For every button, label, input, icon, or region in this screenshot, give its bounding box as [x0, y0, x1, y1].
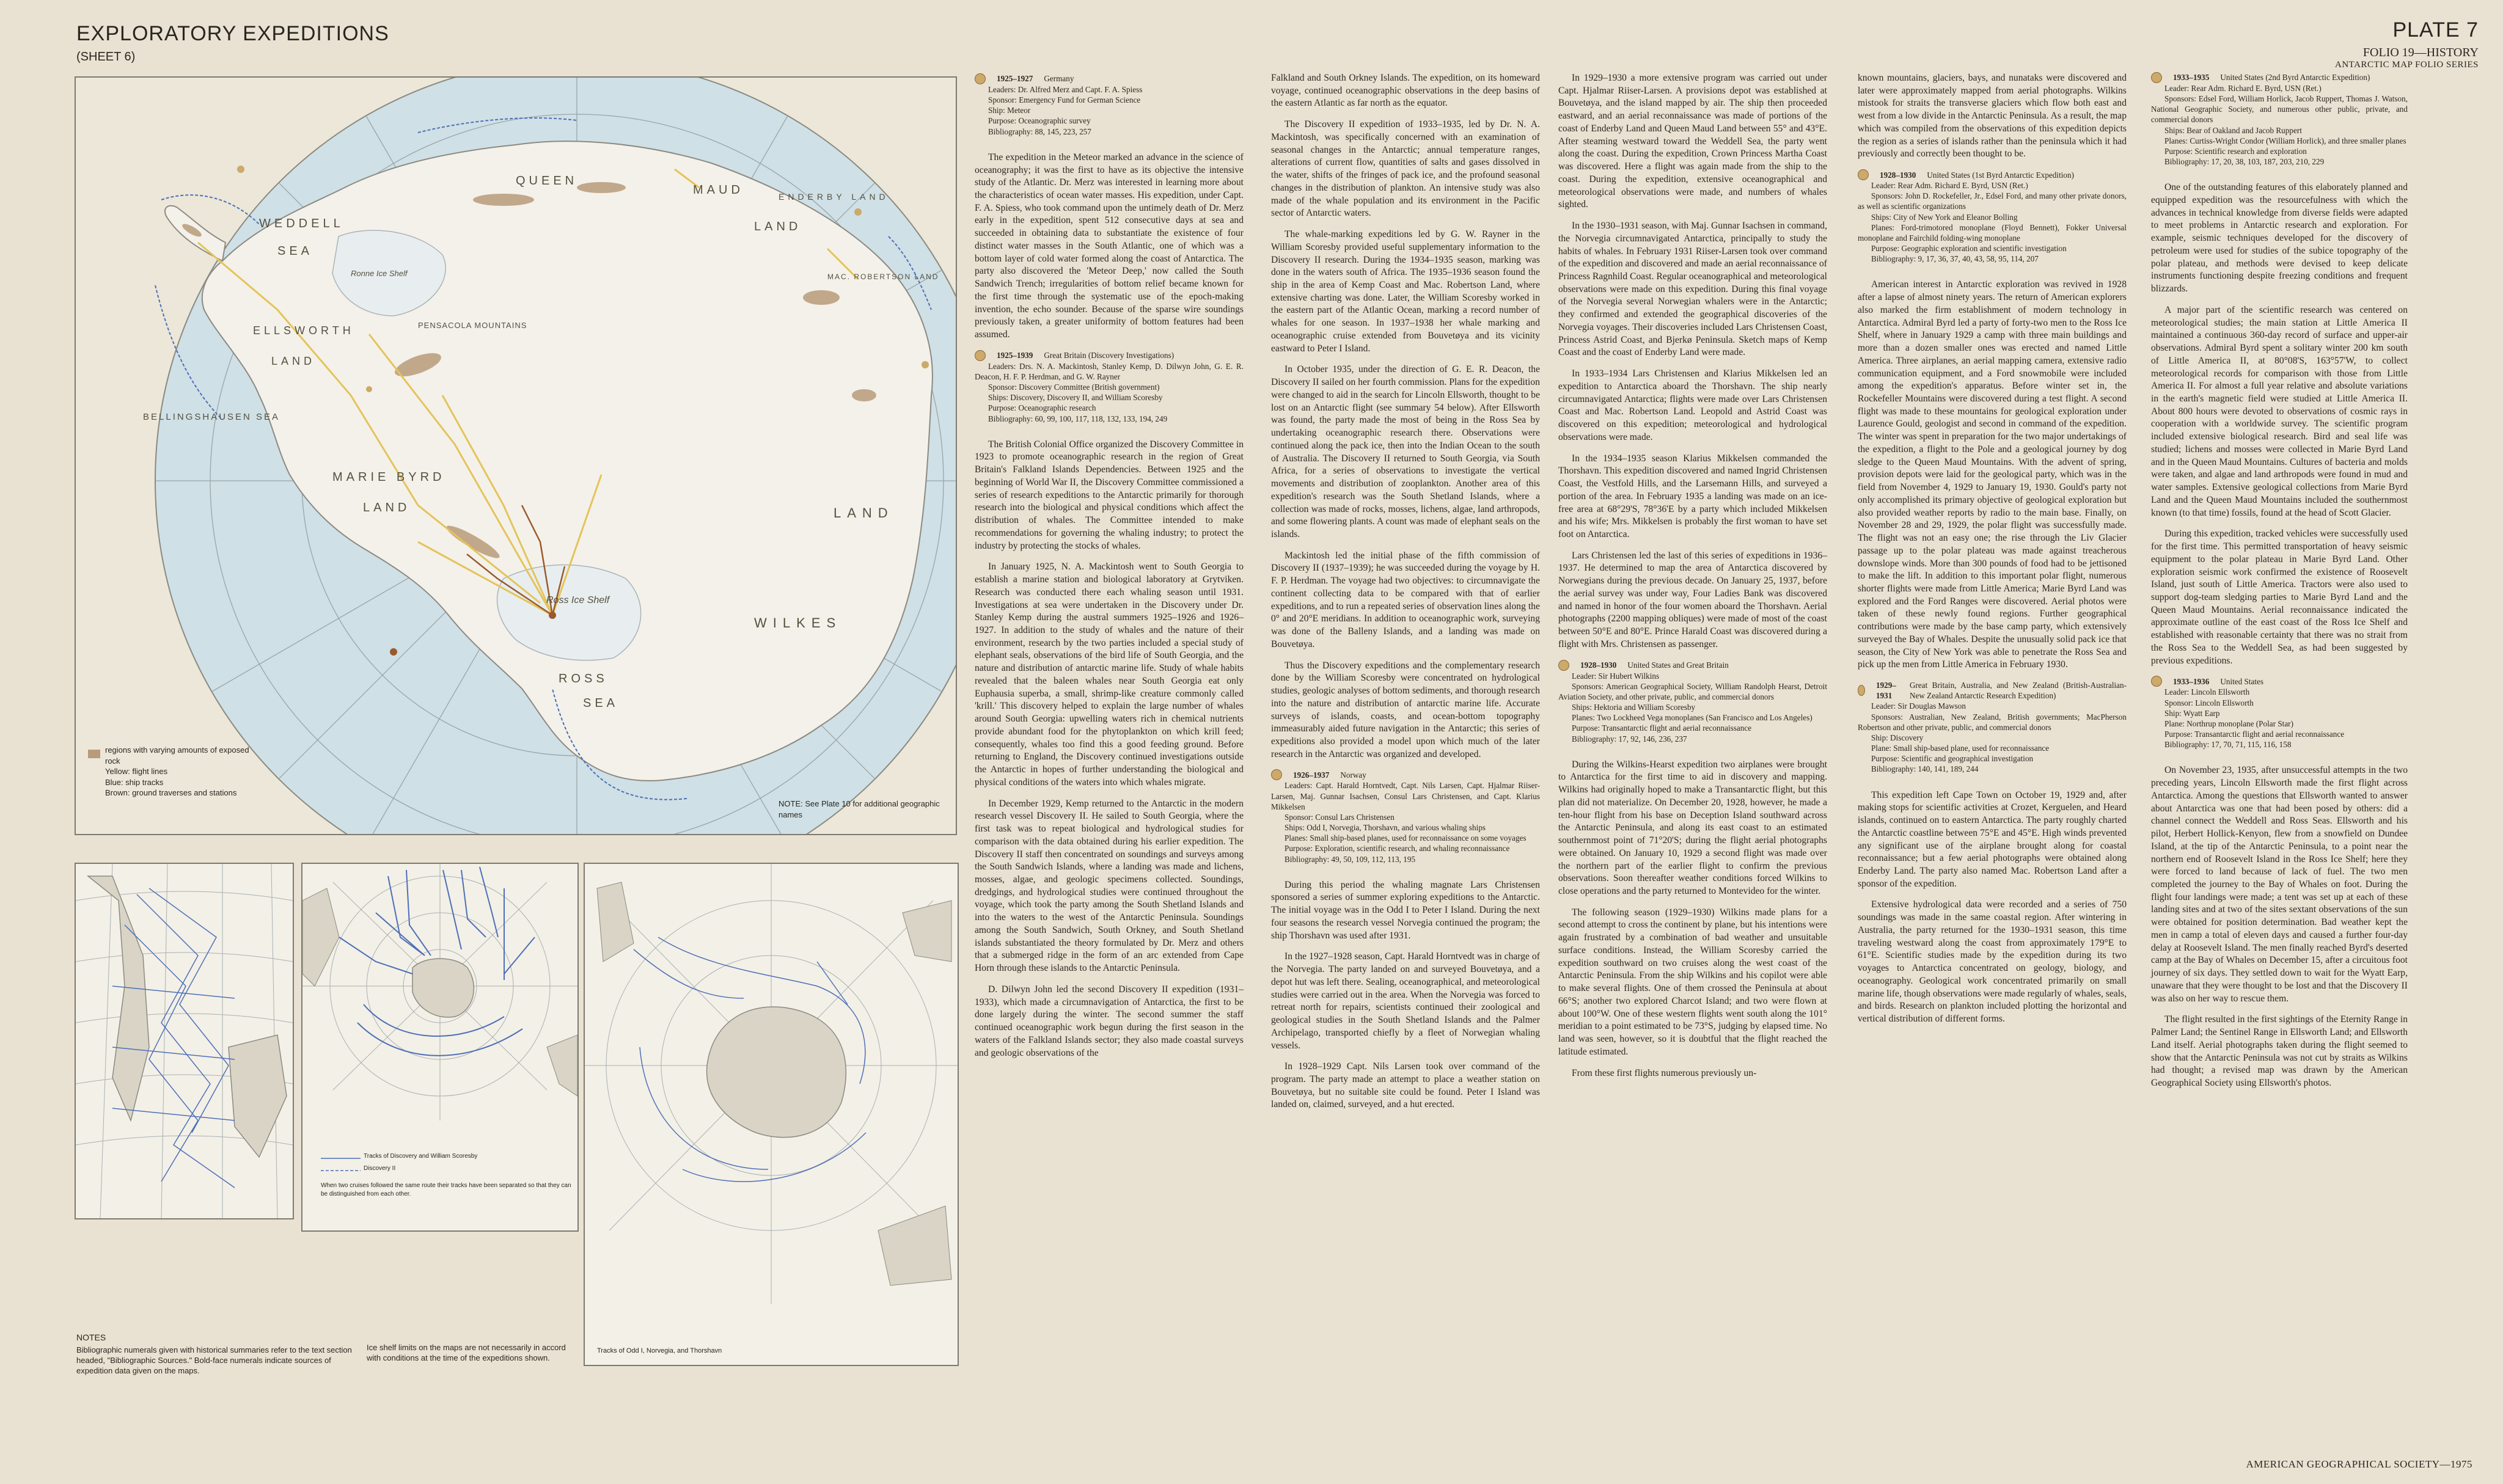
entry-ship: Ship: Meteor — [988, 106, 1031, 115]
label-sea-1: SEA — [277, 244, 313, 258]
paragraph: In 1929–1930 a more extensive program was carried out under Capt. Hjalmar Riiser-Larsen. A provisions depot was established at Bouvetøya, and the island mapped by air. The ship then proceeded eastward, and an aerial reconnaissance was made of portions of the coast of Enderby Land and Queen Maud Land between 55° and 43°E. After steaming westward toward the Weddell Sea, the party went along the coast. During the expedition, Crown Princess Martha Coast was discovered. Here a flight was again made from the ship to the coast. During the expedition, extensive oceanographical and meteorological observations were made, and numbers of whales sighted. — [1558, 73, 1827, 210]
label-ellsworth: ELLSWORTH — [253, 324, 354, 337]
entry-plane: Plane: Small ship-based plane, used for reconnaissance — [1871, 744, 2050, 753]
entry-date: 1928–1930 — [1580, 660, 1617, 670]
paragraph: In October 1935, under the direction of G. E. R. Deacon, the Discovery II sailed on her fourth commission. Plans for the expedition were changed to aid in the search for Lincoln Ellsworth, thought to be lost on an Antarctic flight (see summary 54 below). After Ellsworth was found, the party made the most of being in the Ross Sea by undertaking oceanographic research there. Observations were continued along the pack ice, then into the Indian Ocean to the south of Australia. The Discovery II returned to South Georgia, via South Africa, for a series of observations to investigate the vertical movements and distribution of zooplankton. Another area of this expedition's research was the South Shetland Islands, where a collection was made of rocks, mosses, lichens, algae, land arthropods, and some flowering plants. A count was made of elephant seals on the islands. — [1271, 364, 1540, 539]
entry-date: 1925–1927 — [997, 74, 1033, 84]
paragraph: known mountains, glaciers, bays, and nunataks were discovered and later were approximately mapped from aerial photographs. Wilkins mistook for straits the transverse glaciers which flow both east and west from a low divide in the Antarctic Peninsula. As a result, the map which was compiled from the observations of this expedition depicts the region as a series of islands rather than the peninsula which it had previously and correctly been thought to be. — [1858, 73, 2127, 159]
entry-ships: Ships: City of New York and Eleanor Bolling — [1871, 212, 2018, 222]
entry-1933-1936 — [2151, 676, 2408, 750]
label-weddell: WEDDELL — [259, 217, 344, 230]
paragraph: In 1933–1934 Lars Christensen and Klarius Mikkelsen led an expedition to Antarctica aboard the Thorshavn. The ship nearly circumnavigated Antarctica; flights were made over Lars Christensen Coast and Mac. Robertson Land. Leopold and Astrid Coast was discovered on this expedition; meteorological and hydrological observations were made. — [1558, 368, 1827, 442]
entry-1933-1935 — [2151, 72, 2408, 167]
entry-country: Great Britain, Australia, and New Zealand (British-Australian-New Zealand Antarctic Research Expedition) — [1909, 681, 2127, 701]
entry-bibliography: Bibliography: 49, 50, 109, 112, 113, 195 — [1284, 854, 1416, 864]
entry-bibliography: Bibliography: 17, 70, 71, 115, 116, 158 — [2164, 740, 2292, 750]
entry-leaders: Leaders: Capt. Harald Horntvedt, Capt. Nils Larsen, Capt. Hjalmar Riiser-Larsen, Maj. Gunnar Isachsen, Consul Lars Christensen, and Capt. Klarius Mikkelsen — [1271, 781, 1540, 811]
entry-ships: Ships: Hektoria and William Scoresby — [1572, 703, 1696, 712]
inset-2-svg — [302, 864, 577, 1230]
legend-rock: regions with varying amounts of exposed rock — [105, 745, 249, 766]
entry-leader: Leader: Sir Hubert Wilkins — [1572, 671, 1660, 681]
inset-1-svg — [76, 864, 293, 1218]
notes-heading: NOTES — [76, 1332, 106, 1342]
entry-sponsor: Sponsor: Emergency Fund for German Science — [988, 95, 1141, 105]
text-column-4 — [1858, 72, 2127, 1034]
paragraph: During the Wilkins-Hearst expedition two airplanes were brought to Antarctica for the first time to aid in discovery and mapping. Wilkins had originally hoped to make a Transantarctic flight, but this plan did not materialize. On December 20, 1928, however, he made a ten-hour flight from his base on Deception Island southward across the Antarctic Peninsula, and along its east coast to an estimated southernmost point of 71°20'S; during the flight aerial photographs were obtained. On January 10, 1929 a second flight was made over the northern part of the earlier flight to confirm the previous observations. Soon thereafter weather conditions forced Wilkins to close operations and the party returned to Montevideo for the winter. — [1558, 759, 1827, 897]
entry-ships: Ships: Bear of Oakland and Jacob Ruppert — [2164, 125, 2302, 135]
entry-1926-1937 — [1271, 769, 1540, 864]
entry-sponsor: Sponsor: Discovery Committee (British government) — [988, 382, 1160, 392]
label-wilkes: WILKES — [754, 615, 842, 631]
entry-planes: Planes: Ford-trimotored monoplane (Floyd Bennett), Fokker Universal monoplane and Fairchild folding-wing monoplane — [1858, 222, 2127, 243]
paragraph: American interest in Antarctic exploration was revived in 1928 after a lapse of almost ninety years. The return of American explorers also marked the firm establishment of modern technology in Antarctica. Admiral Byrd led a party of forty-two men to the Ross Ice Shelf, where in January 1929 a camp with three main buildings and more than a dozen smaller ones was erected and named Little America. Three airplanes, an aerial mapping camera, extensive radio communication equipment, and a Ford snowmobile were included among the expedition's apparatus. Before winter set in, the Rockefeller Mountains were discovered during a test flight. A second flight was made to these mountains for geological exploration under Laurence Gould, geologist and second in command of the expedition. The winter was spent in preparation for the two major undertakings of the expedition, a flight to the Pole and a geological journey by dog sledge to the Queen Maud Mountains. With the advent of spring, provision depots were laid for the geological party, which was in the field from November 4, 1929 to January 19, 1930. Gould's party not only accomplished its primary objective of geological exploration but also provided weather reports by radio to the main base. Finally, on November 28 and 29, 1929, the polar flight was successfully made. The flight was not an easy one; the rise through the Liv Glacier passage up to the polar plateau was made against treacherous downslope winds. More than 300 pounds of food had to be jettisoned to make the lift. In addition to this important polar flight, numerous shorter flights were made from Little America; Marie Byrd Land was explored and the Ford Ranges were discovered. Aerial photos were taken of these newly found regions. Further geographical contributions were made by the base camp party, which extensively surveyed the Bay of Whales. Despite the unusually solid pack ice that season, the City of New York was able to penetrate the Ross Sea and pick up the men from Little America in February 1930. — [1858, 279, 2127, 670]
expedition-marker — [1858, 169, 1869, 180]
entry-date: 1928–1930 — [1880, 170, 1916, 180]
inset-3-caption: Tracks of Odd I, Norvegia, and Thorshavn — [597, 1347, 722, 1354]
paragraph: Falkland and South Orkney Islands. The expedition, on its homeward voyage, continued oceanographic observations in the deep basins of the eastern Atlantic as far north as the equator. — [1271, 73, 1540, 109]
series-label: ANTARCTIC MAP FOLIO SERIES — [2334, 60, 2479, 70]
paragraph: This expedition left Cape Town on October 19, 1929 and, after making stops for scientific activities at Crozet, Kerguelen, and Heard islands, continued on to eastern Antarctica. The party roughly charted the Antarctic coastline between 75°E and 45°E. High winds prevented any significant use of the airplane brought along for coastal reconnaissance; but a few aerial photographs were obtained along Enderby Land. The party also named Mac. Robertson Land after a sponsor of the expedition. — [1858, 789, 2127, 889]
page-title: EXPLORATORY EXPEDITIONS — [76, 22, 389, 45]
label-land-2: LAND — [271, 355, 316, 367]
paragraph: The following season (1929–1930) Wilkins made plans for a second attempt to cross the continent by plane, but his intentions were again frustrated by a combination of bad weather and unsuitable surface conditions. Instead, the William Scoresby carried the expedition southward on two cruises along the west coast of the Antarctic Peninsula. From the ship Wilkins and his copilot were able to make several flights. One of them crossed the Peninsula at about 66°S; another two explored Charcot Island; and two were flown at about 100°W. One of these western flights went south along the 101° meridian to a point estimated to be 73°S, judging by elapsed time. No land was seen, however, so it is doubtful that the flight reached the latitude estimated. — [1558, 907, 1827, 1057]
legend-brown: Brown: ground traverses and stations — [105, 788, 237, 798]
entry-1928-1930-wilkins — [1558, 660, 1827, 744]
entry-sponsor: Sponsor: Lincoln Ellsworth — [2164, 698, 2254, 707]
entry-date: 1933–1936 — [2173, 676, 2210, 686]
paragraph: The expedition in the Meteor marked an advance in the science of oceanography; it was the first to have as its objective the intensive study of the Atlantic. Dr. Merz was interested in learning more about the characteristics of ocean water masses. His expedition, under Capt. F. A. Spiess, who took command upon the untimely death of Dr. Merz early in the expedition, spent 512 consecutive days at sea and succeeded in obtaining data to substantiate the existence of four distinct water masses in the South Atlantic, one of which was a bottom layer of cold water formed along the coast of Antarctica. The party also discovered the 'Meteor Deep,' now called the South Sandwich Trench; irregularities of bottom relief became known for the first time through the systematic use of the epoch-making invention, the echo sounder. Because of the sparse wire soundings previously taken, a greater uniformity of bottom features had been assumed. — [975, 152, 1244, 340]
paragraph: The British Colonial Office organized the Discovery Committee in 1923 to promote oceanographic research in the region of Great Britain's Falkland Islands Dependencies. Between 1925 and the beginning of World War II, the Discovery Committee commissioned a series of research expeditions to the Antarctic primarily for thorough research into the biological and physical conditions which affect the distribution of whales. The Committee intended to make recommendations for governing the whaling industry; to protect the industry by protecting the stocks of whales. — [975, 439, 1244, 551]
entry-purpose: Purpose: Oceanographic research — [988, 403, 1096, 413]
paragraph: In the 1934–1935 season Klarius Mikkelsen commanded the Thorshavn. This expedition discovered and named Ingrid Christensen Coast, the Vestfold Hills, and the Larsemann Hills, and surveyed a portion of the area. In February 1935 a landing was made on an ice-free area at 68°29'S, 78°36'E by a party which included Mikkelsen and his wife; Mrs. Mikkelsen is probably the first woman to have set foot on Antarctica. — [1558, 453, 1827, 539]
notes-text-2: Ice shelf limits on the maps are not necessarily in accord with conditions at the time of the expeditions shown. — [367, 1343, 566, 1362]
main-antarctic-map — [75, 76, 957, 835]
text-column-5 — [2151, 72, 2408, 1098]
expedition-marker — [1858, 685, 1865, 696]
label-ross: ROSS — [559, 672, 608, 685]
entry-plane: Plane: Northrup monoplane (Polar Star) — [2164, 718, 2293, 728]
entry-ships: Ships: Odd I, Norvegia, Thorshavn, and various whaling ships — [1284, 823, 1486, 833]
entry-country: Germany — [1044, 74, 1074, 84]
entry-bibliography: Bibliography: 88, 145, 223, 257 — [988, 126, 1091, 136]
legend-yellow: Yellow: flight lines — [105, 767, 168, 777]
label-maud: MAUD — [693, 183, 744, 197]
paragraph: Extensive hydrological data were recorded and a series of 750 soundings was made in the same coastal region. After wintering in Australia, the party returned for the 1930–1931 season, this time traveling westward along the coast from approximately 179°E to 61°E. Scientific studies made by the expedition during its two voyages to Antarctica concentrated on geology, biology, and oceanography. Geological work concentrated primarily on small marine life, though observations were made regularly of whales, seals, and birds. Research on plankton included plotting the horizontal and vertical distribution of different forms. — [1858, 899, 2127, 1025]
entry-country: United States (2nd Byrd Antarctic Expedition) — [2220, 73, 2370, 82]
entry-bibliography: Bibliography: 60, 99, 100, 117, 118, 132, 133, 194, 249 — [988, 414, 1168, 423]
entry-purpose: Purpose: Geographic exploration and scientific investigation — [1871, 244, 2067, 254]
inset-3-svg — [585, 864, 958, 1365]
entry-date: 1925–1939 — [997, 351, 1033, 360]
entry-country: United States — [2220, 676, 2264, 686]
paragraph: From these first flights numerous previously un- — [1572, 1067, 1757, 1078]
plate-number: PLATE 7 — [2392, 18, 2479, 42]
label-bellingshausen: BELLINGSHAUSEN SEA — [143, 412, 280, 422]
expedition-marker — [1558, 660, 1569, 671]
paragraph: The flight resulted in the first sightings of the Eternity Range in Palmer Land; the Sentinel Range in Ellsworth Land; and Ellsworth Land itself. Aerial photographs taken during the flight seemed to show that the Antarctic Peninsula was not cut by straits as Wilkins had thought; a revised map was drawn by the American Geographical Society using Ellsworth's photos. — [2151, 1014, 2408, 1088]
paragraph: On November 23, 1935, after unsuccessful attempts in the two preceding years, Lincoln Ellsworth made the first flight across Antarctica. Among the questions that Ellsworth wanted to answer about Antarctica was one that had been posed by others: did a channel connect the Weddell and Ross Seas. Ellsworth and his pilot, Herbert Hollick-Kenyon, flew from a snowfield on Dundee Island, at the tip of the Antarctic Peninsula, to a point near the northern end of Roosevelt Island in the Ross Ice Shelf; here they were forced to land because of lack of fuel. The two men completed the journey to the Bay of Whales on foot. During the flight four landings were made; a tent was set up at each of these landing sites and at two of the sites sextant observations of the sun were obtained for position determination. Bad weather kept the men in camp a total of eleven days and caused a further four-day delay at Roosevelt Island. The men finally reached Byrd's deserted camp at the Bay of Whales on December 15, after a circuitous foot journey of six days. They settled down to wait for the Wyatt Earp, unaware that they were thought to be lost and that the Discovery II was also on her way to rescue them. — [2151, 765, 2408, 1004]
label-marie-byrd: MARIE BYRD — [332, 470, 445, 484]
entry-leaders: Leaders: Drs. N. A. Mackintosh, Stanley Kemp, D. Dilwyn John, G. E. R. Deacon, H. F. P. Herdman, and G. W. Rayner — [975, 361, 1244, 381]
label-ronne-ice-shelf: Ronne Ice Shelf — [351, 269, 408, 278]
entry-sponsor: Sponsor: Consul Lars Christensen — [1284, 812, 1394, 822]
entry-purpose: Purpose: Transantarctic flight and aerial reconnaissance — [1572, 723, 1752, 733]
entry-purpose: Purpose: Scientific and geographical investigation — [1871, 754, 2034, 764]
label-land-3: LAND — [363, 501, 411, 514]
paragraph: A major part of the scientific research was centered on meteorological studies; the main station at Little America II maintained a continuous 360-day record of surface and upper-air observations. Admiral Byrd spent a solitary winter 200 km south of Little America II, at 80°08'S, 163°57'W, to collect meteorological records for comparison with those from Little America II. For almost a full year relative and absolute variations in the earth's magnetic field were studied at Little America II. About 800 hours were devoted to observations of cosmic rays in cooperation with a worldwide survey. The scientific program included extensive biological research. Bird and seal life was studied; lichens and mosses were collected in Marie Byrd Land and in the Queen Maud Mountains. Cultures of bacteria and molds were taken, and algae and land arthropods were found in mud and water samples. Extensive geological collections from Marie Byrd Land and the Queen Maud Mountains included the southernmost known (to that time) fossils, found at the head of Scott Glacier. — [2151, 304, 2408, 518]
inset-map-2 — [301, 863, 579, 1232]
entry-planes: Planes: Two Lockheed Vega monoplanes (San Francisco and Los Angeles) — [1572, 713, 1812, 723]
entry-date: 1926–1937 — [1293, 770, 1330, 780]
folio-label: FOLIO 19—HISTORY — [2362, 46, 2479, 59]
entry-date: 1933–1935 — [2173, 73, 2210, 82]
paragraph: In January 1925, N. A. Mackintosh went to South Georgia to establish a marine station and biological laboratory at Grytviken. Research was conducted there each whaling season until 1931. Investigations at sea were undertaken in the Discovery under Dr. Stanley Kemp during the austral summers 1925–1926 and 1926–1927. In addition to the study of whales and the nature of their environment, research by the two parties included a special study of elephant seals, observations of the bird life of South Georgia, and the nature and distribution of antarctic marine life. Study of whale habits revealed that the baleen whales near South Georgia eat only Euphausia superba, a small, shrimp-like creature commonly called 'krill.' This discovery helped to explain the large number of whales around South Georgia: upwelling waters rich in chemical nutrients provide abundant food for the phytoplankton on which krill feed; consequently, whales too find this a good feeding ground. Before returning to England, the Discovery continued investigations outside the Antarctic in hopes of further understanding the biological and physical conditions of the waters into which whales migrate. — [975, 561, 1244, 788]
entry-leader: Leader: Sir Douglas Mawson — [1871, 701, 1966, 711]
paragraph: Thus the Discovery expeditions and the complementary research done by the William Scoresby were concentrated on hydrological studies, geologic analyses of bottom sediments, and thorough research into the nature and distribution of antarctic marine life. Accurate surveys of islands, coasts, and ocean-bottom topography immeasurably aided future navigation in the Antarctic; this series of expeditions also provided a model upon which much of the later research in the Antarctic was organized and developed. — [1271, 660, 1540, 759]
entry-leader: Leader: Rear Adm. Richard E. Byrd, USN (Ret.) — [2164, 84, 2322, 93]
text-column-3 — [1558, 72, 1827, 1088]
text-column-1 — [975, 73, 1244, 1068]
entry-planes: Planes: Curtiss-Wright Condor (William Horlick), and three smaller planes — [2164, 136, 2406, 145]
expedition-marker — [2151, 72, 2162, 83]
entry-leaders: Leaders: Dr. Alfred Merz and Capt. F. A. Spiess — [988, 85, 1143, 94]
notes-block — [76, 1332, 357, 1376]
label-sea-2: SEA — [583, 696, 619, 710]
entry-ship: Ship: Discovery — [1871, 733, 1924, 742]
label-pensacola: PENSACOLA MOUNTAINS — [418, 321, 527, 330]
label-enderby-land: ENDERBY LAND — [779, 192, 889, 202]
paragraph: The whale-marking expeditions led by G. W. Rayner in the William Scoresby provided useful supplementary information to the Discovery II research. During the 1934–1935 season, marking was done in the waters south of Africa. The 1935–1936 season found the ship in the area of Kemp Coast and Mac. Robertson Land, where extensive charting was done. Later, the William Scoresby worked in the eastern part of the Atlantic Ocean, marking a record number of whales for one season. In 1937–1938 her whale marking and oceanographic cruise extended from Bouvetøya and its vicinity eastward to Peter I Island. — [1271, 229, 1540, 354]
entry-purpose: Purpose: Scientific research and exploration — [2164, 146, 2307, 156]
entry-leader: Leader: Rear Adm. Richard E. Byrd, USN (Ret.) — [1871, 181, 2028, 191]
sheet-number: (SHEET 6) — [76, 50, 136, 64]
entry-planes: Planes: Small ship-based planes, used for reconnaissance on some voyages — [1284, 833, 1526, 843]
paragraph: Mackintosh led the initial phase of the fifth commission of Discovery II (1937–1939); he was succeeded during the voyage by H. F. P. Herdman. The voyage had two objectives: to circumnavigate the continent collecting data to be compared with that of earlier expeditions, and to run a repeated series of observation lines along the 0° and 20°E meridians. In addition to oceanographic work, surveying was done of the Balleny Islands, and a landing was made on Bouvetøya. — [1271, 550, 1540, 649]
notes-block-2 — [367, 1343, 568, 1364]
entry-sponsors: Sponsors: American Geographical Society, William Randolph Hearst, Detroit Aviation Society, and other private, public, and commercial donors — [1558, 681, 1827, 701]
main-map-svg — [76, 78, 956, 834]
entry-sponsors: Sponsors: Australian, New Zealand, British governments; MacPherson Robertson and other private, public, and commercial donors — [1858, 712, 2127, 732]
notes-text-1: Bibliographic numerals given with historical summaries refer to the text section headed, "Bibliographic Sources." Bold-face numerals indicate sources of expedition data given on the maps. — [76, 1345, 352, 1375]
entry-1928-1930-byrd — [1858, 169, 2127, 264]
inset-map-3 — [584, 863, 959, 1366]
entry-country: Great Britain (Discovery Investigations) — [1044, 351, 1175, 360]
paragraph: During this expedition, tracked vehicles were successfully used for the first time. This permitted transportation of heavy seismic equipment to the polar plateau in Marie Byrd Land. Other exploration seismic work confirmed the existence of Roosevelt Island, just south of Little America. Tractors were also used to support dog-team sledging parties to Marie Byrd Land and the Queen Maud Mountains. Aerial reconnaissance indicated the approximate outline of the east coast of the Ross Ice Shelf and established with reasonable certainty that there was no strait from the Ross Sea to the Weddell Sea, as had been suggested by previous expeditions. — [2151, 528, 2408, 666]
entry-sponsors: Sponsors: John D. Rockefeller, Jr., Edsel Ford, and many other private donors, as well as scientific organizations — [1858, 191, 2127, 211]
inset-2-caption-3: When two cruises followed the same route their tracks have been separated so that they can be distinguished from each other. — [321, 1182, 571, 1197]
entry-leader: Leader: Lincoln Ellsworth — [2164, 687, 2250, 697]
label-queen: QUEEN — [516, 174, 578, 188]
entry-purpose: Purpose: Transantarctic flight and aerial reconnaissance — [2164, 729, 2345, 739]
label-ross-ice-shelf: Ross Ice Shelf — [546, 595, 610, 605]
inset-2-caption-2: Discovery II — [364, 1165, 396, 1172]
entry-country: United States and Great Britain — [1627, 660, 1729, 670]
label-land-4: LAND — [834, 505, 894, 521]
entry-country: United States (1st Byrd Antarctic Expedition) — [1927, 170, 2074, 180]
entry-1929-1931 — [1858, 680, 2127, 774]
paragraph: The Discovery II expedition of 1933–1935, led by Dr. N. A. Mackintosh, was specifically concerned with an examination of seasonal changes in the Antarctic; annual temperature ranges, alterations of current flow, quantities of salts and gases dissolved in the water, shifts of the fringes of pack ice, and the profound seasonal changes in the distribution of plankton. An intensive study was also made of the whale population and its environment in the Pacific sector of Antarctic waters. — [1271, 119, 1540, 219]
entry-sponsors: Sponsors: Edsel Ford, William Horlick, Jacob Ruppert, Thomas J. Watson, National Geographic Society, and numerous other public, private, and commercial donors — [2151, 94, 2408, 125]
entry-date: 1929–1931 — [1875, 681, 1896, 701]
entry-1925-1939 — [975, 350, 1244, 424]
paragraph: In the 1927–1928 season, Capt. Harald Horntvedt was in charge of the Norvegia. The party landed on and surveyed Bouvetøya, and a depot hut was left there. Sealing, oceanographical, and meteorological studies were carried out in the area. When the Norvegia was forced to retreat north for repairs, scientists continued their zoological and geological studies in the South Shetland Islands and the Palmer Archipelago, transported chiefly by a fleet of Norwegian whaling vessels. — [1271, 951, 1540, 1051]
entry-bibliography: Bibliography: 17, 92, 146, 236, 237 — [1572, 734, 1687, 744]
entry-ship: Ships: Discovery, Discovery II, and William Scoresby — [988, 393, 1163, 403]
map-note: NOTE: See Plate 10 for additional geographic names — [779, 799, 940, 819]
plate-header — [2335, 18, 2479, 70]
entry-bibliography: Bibliography: 9, 17, 36, 37, 40, 43, 58, 95, 114, 207 — [1871, 254, 2039, 264]
entry-ship: Ship: Wyatt Earp — [2164, 708, 2220, 718]
paragraph: In 1928–1929 Capt. Nils Larsen took over command of the program. The party made an attempt to place a weather station on Bouvetøya, but no suitable site could be found. Peter I Island was landed on, claimed, surveyed, and a hut erected. — [1271, 1061, 1540, 1110]
expedition-marker — [2151, 676, 2162, 687]
paragraph: D. Dilwyn John led the second Discovery II expedition (1931–1933), which made a circumnavigation of Antarctica, the first to be done largely during the winter. The second summer the staff continued oceanographic work begun during the first season in the waters of the Falkland Islands sector; they also made coastal surveys and geologic observations of the — [975, 984, 1244, 1058]
paragraph: Lars Christensen led the last of this series of expeditions in 1936–1937. He determined to map the area of Antarctica discovered by Norwegians during the previous decade. On January 25, 1937, before the aerial survey was under way, Four Ladies Bank was discovered and named in honor of the four women aboard the Thorshavn. Aerial photographs (2200 mapping obliques) were made of most of the coast between 50°E and 80°E. Prince Harald Coast was discovered during a flight with Mrs. Christensen as passenger. — [1558, 550, 1827, 649]
entry-country: Norway — [1340, 770, 1366, 780]
entry-bibliography: Bibliography: 140, 141, 189, 244 — [1871, 764, 1979, 774]
expedition-marker — [975, 350, 986, 361]
legend-blue: Blue: ship tracks — [105, 777, 164, 787]
inset-map-1 — [75, 863, 294, 1219]
entry-1925-1927 — [975, 73, 1244, 137]
entry-purpose: Purpose: Oceanographic survey — [988, 116, 1091, 126]
label-mac-robertson-land: MAC. ROBERTSON LAND — [827, 272, 939, 281]
expedition-marker — [975, 73, 986, 84]
entry-bibliography: Bibliography: 17, 20, 38, 103, 187, 203, 210, 229 — [2164, 157, 2325, 167]
entry-purpose: Purpose: Exploration, scientific research, and whaling reconnaissance — [1284, 844, 1510, 853]
paragraph: In the 1930–1931 season, with Maj. Gunnar Isachsen in command, the Norvegia circumnavigated Antarctica, principally to study the habits of whales. In February 1931 Riiser-Larsen took over command of the expedition and discovered and made an aerial reconnaissance of Princess Ragnhild Coast. Regular oceanographical and meteorological observations were made on this expedition. During this final voyage of the Norvegia several Norwegian whalers were in the Antarctic; they confirmed and extended the geographical discoveries of the Norvegia voyages. Their discoveries included Lars Christensen Coast, Princess Astrid Coast, and Bjerkø Peninsula. Sketch maps of Kemp Coast and the coast of Enderby Land were made. — [1558, 221, 1827, 358]
inset-2-caption-1: Tracks of Discovery and William Scoresby — [364, 1153, 478, 1160]
publisher-footer: AMERICAN GEOGRAPHICAL SOCIETY—1975 — [2246, 1458, 2472, 1470]
label-land-1: LAND — [754, 220, 802, 233]
paragraph: During this period the whaling magnate Lars Christensen sponsored a series of summer exploring expeditions to the Antarctic. The initial voyage was in the Odd I to Peter I Island. During the next four seasons the research vessel Norvegia continued the program; the ship Thorshavn was used after 1931. — [1271, 879, 1540, 941]
text-column-2 — [1271, 72, 1540, 1120]
paragraph: In December 1929, Kemp returned to the Antarctic in the modern research vessel Discovery II. He sailed to South Georgia, where the first task was to repeat biological and hydrological studies for comparison with the data obtained during his earlier expedition. The Discovery II staff then concentrated on soundings and surveys among the South Sandwich Islands, where a landing was made and lichens, mosses, algae, and geologic specimens collected. Soundings, dredgings, and hydrological studies were continued throughout the voyage, which took the party among the South Shetland Islands and into the waters to the west of the Antarctic Peninsula. Soundings among the South Sandwich, South Orkney, and South Shetland islands substantiated the theory formulated by Dr. Merz and others that a submerged ridge in the form of an arc extended from Cape Horn through these islands to the Antarctic Peninsula. — [975, 798, 1244, 974]
paragraph: One of the outstanding features of this elaborately planned and equipped expedition was the resourcefulness with which the advances in technical knowledge from diverse fields were adapted to meet problems in Antarctic research and exploration. For example, seismic techniques developed for the discovery of petroleum were used for studies of the subice topography of the polar plateau, and methods were devised to keep delicate instruments functioning despite freezing conditions and frequent blizzards. — [2151, 182, 2408, 294]
expedition-marker — [1271, 769, 1282, 780]
